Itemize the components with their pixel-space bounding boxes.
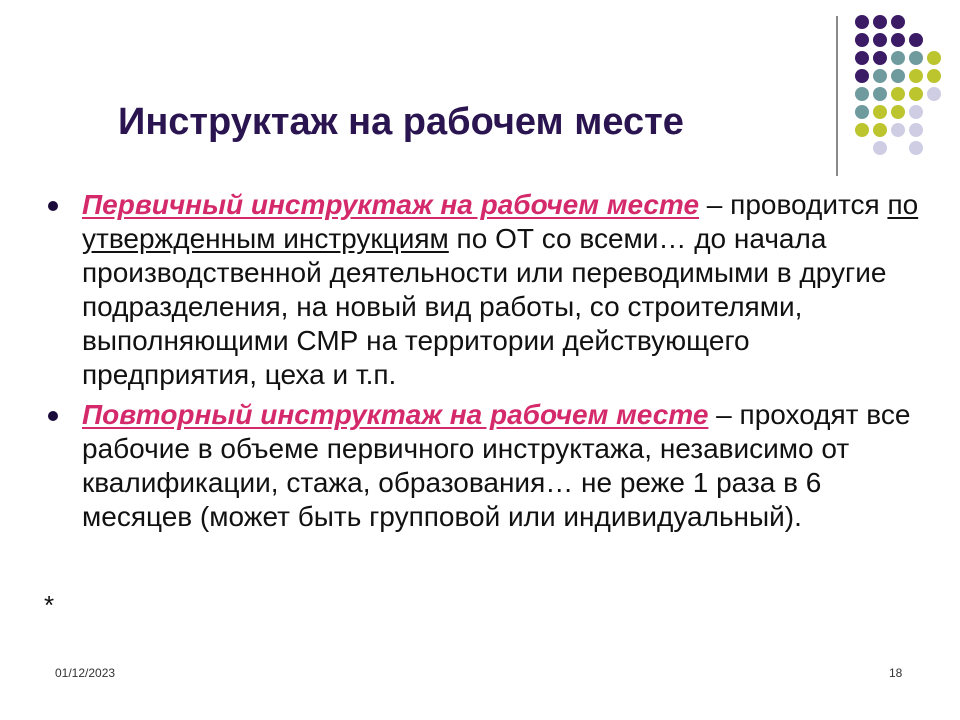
decor-dot (909, 123, 923, 137)
decor-dot (855, 87, 869, 101)
term-dash: – (708, 399, 732, 430)
bullet-item-primary-briefing (40, 188, 930, 392)
decor-dot (873, 87, 887, 101)
decor-dot (909, 33, 923, 47)
term-dash: – (699, 189, 723, 220)
decorative-dot-grid (0, 0, 960, 180)
decor-dot (927, 69, 941, 83)
bullet-text: проходят все рабочие в объеме первичного инструктажа, независимо от квалификации, стажа, образования… не реже 1 раза в 6 месяцев (может быть групповой или индивидуальный). (82, 399, 911, 532)
decor-dot (927, 51, 941, 65)
decor-dot (909, 69, 923, 83)
slide-title: Инструктаж на рабочем месте (118, 101, 684, 143)
decor-dot (891, 123, 905, 137)
decor-dot (891, 15, 905, 29)
decor-dot (873, 33, 887, 47)
decor-dot (873, 105, 887, 119)
decor-dot (891, 51, 905, 65)
decor-dot (891, 69, 905, 83)
decor-dot (855, 51, 869, 65)
footer-date: 01/12/2023 (55, 666, 116, 680)
decor-dot (909, 87, 923, 101)
decor-dot (855, 15, 869, 29)
decor-dot (855, 123, 869, 137)
decor-dot (855, 105, 869, 119)
decor-dot (927, 87, 941, 101)
term-primary-briefing: Первичный инструктаж на рабочем месте (82, 189, 700, 220)
page-number: 18 (889, 666, 903, 680)
decor-dot (891, 105, 905, 119)
asterisk-mark: * (44, 590, 55, 620)
bullet-text-after: по ОТ со всеми… до начала производственной деятельности или переводимыми в другие подразделения, на новый вид работы, со строителями, выполняющими СМР на территории действующего предприятия, цеха и т.п. (82, 223, 887, 390)
decor-dot (873, 141, 887, 155)
bullet-item-repeat-briefing (40, 398, 930, 534)
slide-content (40, 188, 930, 540)
title-divider-line (836, 16, 838, 176)
decor-dot (873, 15, 887, 29)
decor-dot (909, 105, 923, 119)
decor-dot (873, 123, 887, 137)
decor-dot (873, 51, 887, 65)
decor-dot (891, 33, 905, 47)
decor-dot (855, 69, 869, 83)
bullet-text-before: проводится (730, 189, 888, 220)
decor-dot (891, 87, 905, 101)
decor-dot (873, 69, 887, 83)
term-repeat-briefing: Повторный инструктаж на рабочем месте (82, 399, 709, 430)
bullet-marker (48, 411, 58, 421)
decor-dot (909, 141, 923, 155)
bullet-marker (48, 201, 58, 211)
underlined-phrase: по утвержденным инструкциям (82, 189, 919, 254)
decor-dot (909, 51, 923, 65)
decor-dot (855, 33, 869, 47)
